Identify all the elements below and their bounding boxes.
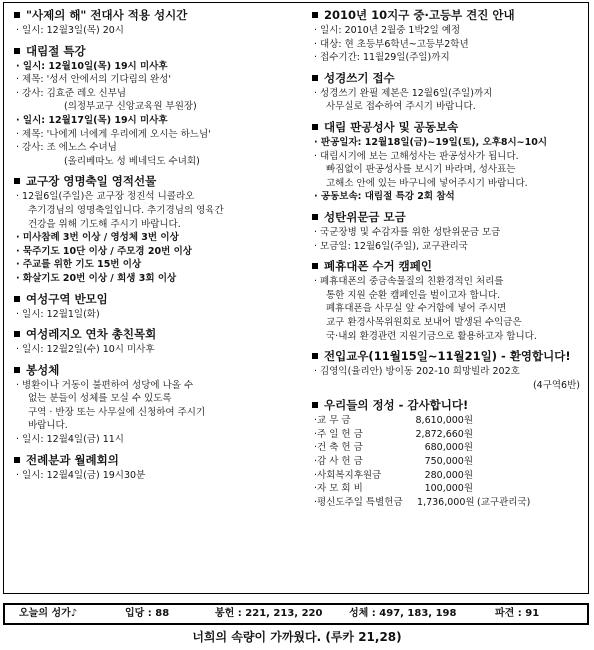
section-title	[12, 173, 302, 190]
offering-category: 평신도주일 특별헌금	[317, 496, 403, 508]
notice-section	[310, 119, 590, 204]
notice-line: · 모금일: 12월6일(주일), 교구관리국	[314, 240, 468, 252]
notice-line: 빠짐없이 판공성사를 보시기 바라며, 성사표는	[326, 164, 516, 176]
notice-line: · 제목: '나에게 너에게 우리에게 오시는 하느님'	[16, 128, 211, 140]
section-title-text: 성탄위문금 모금	[324, 209, 406, 224]
offering-note	[473, 441, 477, 455]
notice-line: · 일시: 12월3일(목) 20시	[16, 25, 124, 36]
offering-row	[314, 428, 590, 442]
hymn-communion: 성체 : 497, 183, 198	[349, 608, 457, 619]
bullet-dot-icon: ·	[314, 496, 318, 508]
notice-line: · 일시: 12월10일(목) 19시 미사후	[16, 60, 168, 72]
offering-row	[314, 482, 590, 496]
notice-line: (4구역6반)	[532, 379, 580, 391]
offering-category: 주 일 헌 금	[317, 428, 363, 440]
offering-row	[314, 441, 590, 455]
notice-line: · 미사참례 3번 이상 / 영성체 3번 이상	[16, 232, 179, 244]
square-bullet-icon	[14, 12, 20, 18]
notice-line: (의정부교구 신앙교육원 부원장)	[64, 101, 197, 113]
section-title-text: 대림절 특강	[26, 43, 86, 58]
square-bullet-icon	[14, 457, 20, 463]
notice-line: 국·내외 환경관련 지원기금으로 활용하고자 합니다.	[326, 330, 537, 342]
notice-section	[310, 70, 590, 114]
square-bullet-icon	[312, 124, 318, 130]
section-title	[12, 7, 302, 24]
bullet-dot-icon: ·	[314, 469, 318, 481]
section-title	[12, 43, 302, 60]
offering-note: (교구관리국)	[477, 496, 531, 508]
section-title-text: "사제의 해" 전대사 적용 성시간	[26, 8, 188, 22]
notice-line: · 화살기도 20번 이상 / 희생 3회 이상	[16, 272, 177, 284]
offering-category: 교 무 금	[317, 415, 351, 427]
section-title-text: 교구장 영명축일 영적선물	[26, 174, 157, 189]
notice-line: 사무실로 접수하여 주시기 바랍니다.	[326, 101, 476, 113]
notice-section	[310, 209, 590, 253]
bulletin-frame	[3, 2, 589, 594]
notice-line: · 국군장병 및 수감자를 위한 성탄위문금 모금	[314, 226, 501, 238]
offering-amount: 280,000원	[424, 469, 474, 481]
hymn-label: 오늘의 성가♪	[19, 608, 78, 619]
notice-line: · 일시: 12월2일(수) 10시 미사후	[16, 344, 155, 356]
section-title-text: 전례분과 월례회의	[26, 452, 119, 467]
offering-amount: 1,736,000원	[417, 496, 475, 508]
offering-note	[473, 482, 477, 496]
hymn-dismissal: 파견 : 91	[495, 608, 540, 619]
offering-row	[314, 455, 590, 469]
hymn-offertory: 봉헌 : 221, 213, 220	[215, 608, 323, 619]
square-bullet-icon	[14, 48, 20, 54]
notice-line: · 강사: 조 에노스 수녀님	[16, 142, 117, 154]
offering-amount: 2,872,660원	[415, 428, 474, 440]
square-bullet-icon	[14, 296, 20, 302]
notice-line: 건강을 위해 기도해 주시기 바랍니다.	[28, 218, 181, 230]
notice-section	[12, 7, 302, 38]
notice-line: · 병환이나 거동이 불편하여 성당에 나올 수	[16, 379, 194, 391]
notice-line: 없는 분들이 성체를 모실 수 있도록	[28, 393, 172, 405]
notice-line: · 김영익(율리안) 방이동 202-10 희망빌라 202호	[314, 366, 520, 378]
notice-section	[12, 173, 302, 285]
notice-line: · 일시: 12월1일(화)	[16, 308, 100, 320]
square-bullet-icon	[14, 178, 20, 184]
offering-table	[310, 414, 590, 509]
offering-row	[314, 496, 590, 510]
notice-section	[12, 291, 302, 322]
section-title-text: 우리들의 정성 - 감사합니다!	[324, 398, 469, 413]
notice-line: 바랍니다.	[28, 420, 68, 432]
bullet-dot-icon: ·	[314, 483, 318, 495]
section-title-text: 봉성체	[26, 362, 60, 377]
notice-line: · 묵주기도 10단 이상 / 주모경 20번 이상	[16, 245, 192, 257]
notice-line: · 공동보속: 대림절 특강 2회 참석	[314, 191, 455, 203]
section-title	[310, 348, 590, 365]
square-bullet-icon	[14, 331, 20, 337]
square-bullet-icon	[312, 214, 318, 220]
notice-line: · 대림시기에 보는 고해성사는 판공성사가 됩니다.	[314, 150, 519, 162]
notice-line: 통한 지원 순환 캠페인을 벌이고자 합니다.	[326, 289, 501, 301]
offering-note	[473, 428, 477, 442]
section-title	[310, 258, 590, 275]
notice-line: 폐휴대폰을 사무실 앞 수거함에 넣어 주시면	[326, 303, 507, 315]
notice-section	[310, 348, 590, 392]
notice-line: 교구 환경사목위원회로 보내어 발생된 수익금은	[326, 316, 522, 328]
offering-section	[310, 397, 590, 509]
notice-line: · 강사: 김효준 레오 신부님	[16, 87, 127, 99]
square-bullet-icon	[312, 263, 318, 269]
section-title-text: 여성레지오 연차 총친목회	[26, 327, 157, 342]
section-title-text: 전입교우(11월15일~11월21일) - 환영합니다!	[324, 349, 571, 364]
notice-line: · 접수기간: 11월29일(주일)까지	[314, 52, 450, 64]
offering-row	[314, 469, 590, 483]
notice-section	[310, 258, 590, 343]
section-title-text: 성경쓰기 접수	[324, 70, 395, 85]
notice-section	[12, 452, 302, 483]
square-bullet-icon	[312, 353, 318, 359]
offering-category: 감 사 헌 금	[317, 456, 363, 468]
notice-line: · 폐휴대폰의 중금속물질의 친환경적인 처리를	[314, 276, 504, 288]
offering-note	[473, 414, 477, 428]
left-column	[12, 7, 302, 487]
offering-category: 사회복지후원금	[317, 469, 382, 481]
notice-section	[310, 7, 590, 65]
notice-line: · 성경쓰기 완필 제본은 12월6일(주일)까지	[314, 87, 493, 99]
notice-line: · 제목: '성서 안에서의 기다림의 완성'	[16, 74, 172, 86]
offering-note	[473, 455, 477, 469]
square-bullet-icon	[312, 402, 318, 408]
notice-section	[12, 362, 302, 447]
notice-line: · 일시: 2010년 2월중 1박2일 예정	[314, 25, 461, 36]
notice-line: · 판공일자: 12월18일(금)~19일(토), 오후8시~10시	[314, 136, 548, 148]
hymn-entrance: 입당 : 88	[125, 608, 170, 619]
notice-line: · 주교를 위한 기도 15번 이상	[16, 259, 142, 271]
notice-line: · 12월6일(주일)은 교구장 정진석 니콜라오	[16, 191, 195, 203]
offering-note	[473, 469, 477, 483]
square-bullet-icon	[14, 367, 20, 373]
square-bullet-icon	[312, 12, 318, 18]
notice-line: 구역 · 반장 또는 사무실에 신청하여 주시기	[28, 406, 206, 418]
bullet-dot-icon: ·	[314, 442, 318, 454]
section-title	[310, 397, 590, 414]
notice-line: (올리베따노 성 베네딕도 수녀회)	[64, 155, 200, 167]
right-column	[310, 7, 590, 514]
section-title	[12, 326, 302, 343]
bullet-dot-icon: ·	[314, 428, 318, 440]
section-title	[310, 119, 590, 136]
notice-line: · 일시: 12월17일(목) 19시 미사후	[16, 114, 168, 126]
bullet-dot-icon: ·	[314, 415, 318, 427]
section-title	[310, 209, 590, 226]
section-title-text: 대림 판공성사 및 공동보속	[324, 119, 459, 134]
section-title	[12, 452, 302, 469]
section-title	[310, 70, 590, 87]
notice-line: · 일시: 12월4일(금) 19시30분	[16, 469, 146, 481]
offering-amount: 680,000원	[424, 442, 474, 454]
section-title	[12, 291, 302, 308]
offering-row	[314, 414, 590, 428]
hymn-bar	[3, 603, 589, 625]
offering-category: 자 모 회 비	[317, 483, 363, 495]
section-title-text: 폐휴대폰 수거 캠페인	[324, 259, 432, 274]
section-title	[12, 362, 302, 379]
notice-line: · 대상: 현 초등부6학년~고등부2학년	[314, 38, 469, 50]
offering-amount: 8,610,000원	[415, 415, 474, 427]
notice-line: · 일시: 12월4일(금) 11시	[16, 434, 124, 446]
offering-amount: 100,000원	[424, 483, 474, 495]
square-bullet-icon	[312, 75, 318, 81]
notice-line: 고해소 안에 있는 바구니에 넣어주시기 바랍니다.	[326, 177, 528, 189]
bullet-dot-icon: ·	[314, 456, 318, 468]
notice-section	[12, 326, 302, 357]
offering-category: 건 축 헌 금	[317, 442, 363, 454]
offering-amount: 750,000원	[424, 456, 474, 468]
section-title	[310, 7, 590, 24]
notice-line: 추기경님의 영명축일입니다. 추기경님의 영육간	[28, 204, 224, 216]
scripture-motto: 너희의 속량이 가까웠다. (루카 21,28)	[192, 630, 402, 644]
section-title-text: 여성구역 반모임	[26, 291, 108, 306]
notice-section	[12, 43, 302, 169]
section-title-text: 2010년 10지구 중·고등부 견진 안내	[324, 8, 515, 22]
